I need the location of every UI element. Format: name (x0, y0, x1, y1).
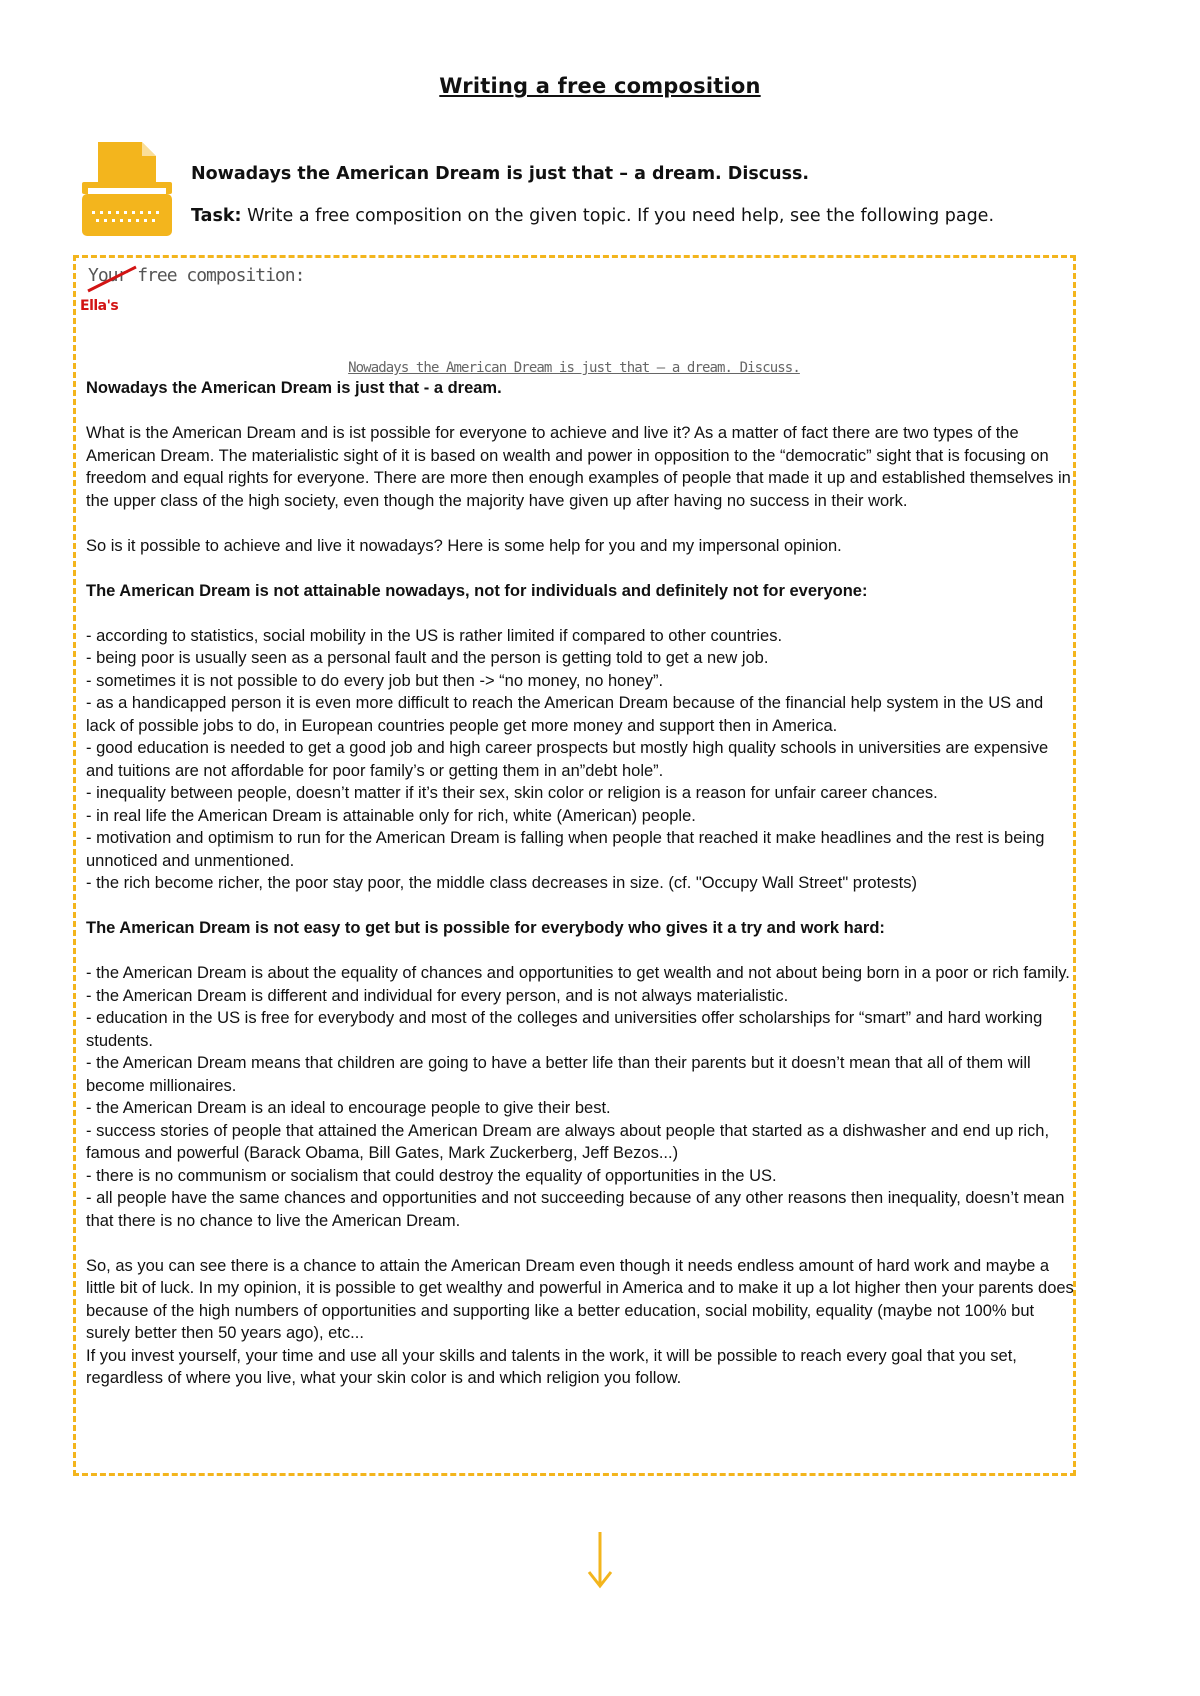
composition-text (86, 377, 1076, 1412)
task-label: Task: (191, 206, 242, 226)
list-item: - the American Dream is an ideal to encourage people to give their best. (86, 1099, 611, 1117)
faded-topic-title: Nowadays the American Dream is just that – a dream. Discuss. (348, 360, 800, 376)
list-item: - the American Dream is about the equality of chances and opportunities to get wealth and not about being born in a poor or rich family. (86, 964, 1070, 982)
list-item: - the rich become richer, the poor stay poor, the middle class decreases in size. (cf. "Occupy Wall Street" protests) (86, 874, 917, 892)
list-item: - education in the US is free for everybody and most of the colleges and universities offer scholarships for “smart” and hard working students. (86, 1009, 1043, 1050)
list-item: - sometimes it is not possible to do every job but then -> “no money, no honey”. (86, 671, 664, 690)
composition-topic: Nowadays the American Dream is just that – a dream. Discuss. (191, 164, 810, 184)
list-item: - the American Dream is different and individual for every person, and is not always materialistic. (86, 986, 789, 1005)
list-item: - good education is needed to get a good job and high career prospects but mostly high quality schools in universities are expensive and tuitions are not affordable for poor family’s or getting them in an”debt hole”. (86, 739, 1049, 780)
composition-label (88, 265, 304, 286)
list-item: - according to statistics, social mobility in the US is rather limited if compared to other countries. (86, 626, 783, 645)
list-item: - inequality between people, doesn’t matter if it’s their sex, skin color or religion is a reason for unfair career chances. (86, 784, 938, 802)
struck-word: Your (88, 265, 128, 286)
arrow-down-icon[interactable] (586, 1530, 614, 1590)
list-item: - being poor is usually seen as a personal fault and the person is getting told to get a new job. (86, 649, 769, 667)
page-title: Writing a free composition (439, 74, 761, 98)
composition-heading: Nowadays the American Dream is just that - a dream. (86, 379, 502, 397)
strikethrough-mark (86, 265, 138, 293)
list-item: - all people have the same chances and opportunities and not succeeding because of any other reasons then inequality, doesn’t mean that there is no chance to live the American Dream. (86, 1189, 1065, 1230)
section1-heading: The American Dream is not attainable nowadays, not for individuals and definitely not for everyone: (86, 581, 868, 600)
section2-list (86, 962, 1076, 1232)
composition-label-rest: free composition: (127, 265, 305, 286)
task-instruction (191, 206, 994, 226)
list-item: - success stories of people that attained the American Dream are always about people that started as a dishwasher and end up rich, famous and powerful (Barack Obama, Bill Gates, Mark Zuckerberg, Jeff Bezos...) (86, 1121, 1050, 1162)
list-item: - there is no communism or socialism that could destroy the equality of opportunities in the US. (86, 1166, 777, 1185)
list-item: - as a handicapped person it is even more difficult to reach the American Dream because of the financial help system in the US and lack of possible jobs to do, in European countries people get more money and support then in America. (86, 694, 1044, 735)
closing-paragraph: If you invest yourself, your time and use all your skills and talents in the work, it will be possible to reach every goal that you set, regardless of where you live, what your skin color is and which religion you follow. (86, 1346, 1017, 1387)
author-correction: Ella's (80, 298, 119, 314)
intro-paragraph: What is the American Dream and is ist possible for everyone to achieve and live it? As a matter of fact there are two types of the American Dream. The materialistic sight of it is based on wealth and power in opposition to the “democratic” sight that is focusing on freedom and equal rights for everyone. There are more then enough examples of people that made it up and established themselves in the upper class of the high society, even though the majority have given up after having no success in their work. (86, 424, 1071, 510)
list-item: - the American Dream means that children are going to have a better life than their parents but it doesn’t mean that all of them will become millionaires. (86, 1054, 1031, 1095)
typewriter-icon (82, 138, 172, 236)
section1-list (86, 625, 1076, 895)
list-item: - in real life the American Dream is attainable only for rich, white (American) people. (86, 806, 696, 825)
task-text: Write a free composition on the given topic. If you need help, see the following page. (241, 206, 995, 226)
list-item: - motivation and optimism to run for the American Dream is falling when people that reached it make headlines and the rest is being unnoticed and unmentioned. (86, 829, 1045, 870)
section2-heading: The American Dream is not easy to get but is possible for everybody who gives it a try and work hard: (86, 919, 885, 937)
question-paragraph: So is it possible to achieve and live it nowadays? Here is some help for you and my impersonal opinion. (86, 536, 842, 555)
conclusion-paragraph: So, as you can see there is a chance to attain the American Dream even though it needs endless amount of hard work and maybe a little bit of luck. In my opinion, it is possible to get wealthy and powerful in America and to make it up a lot higher then your parents does because of the high numbers of opportunities and supporting like a better education, social mobility, equality (maybe not 100% but surely better then 50 years ago), etc... (86, 1256, 1074, 1342)
